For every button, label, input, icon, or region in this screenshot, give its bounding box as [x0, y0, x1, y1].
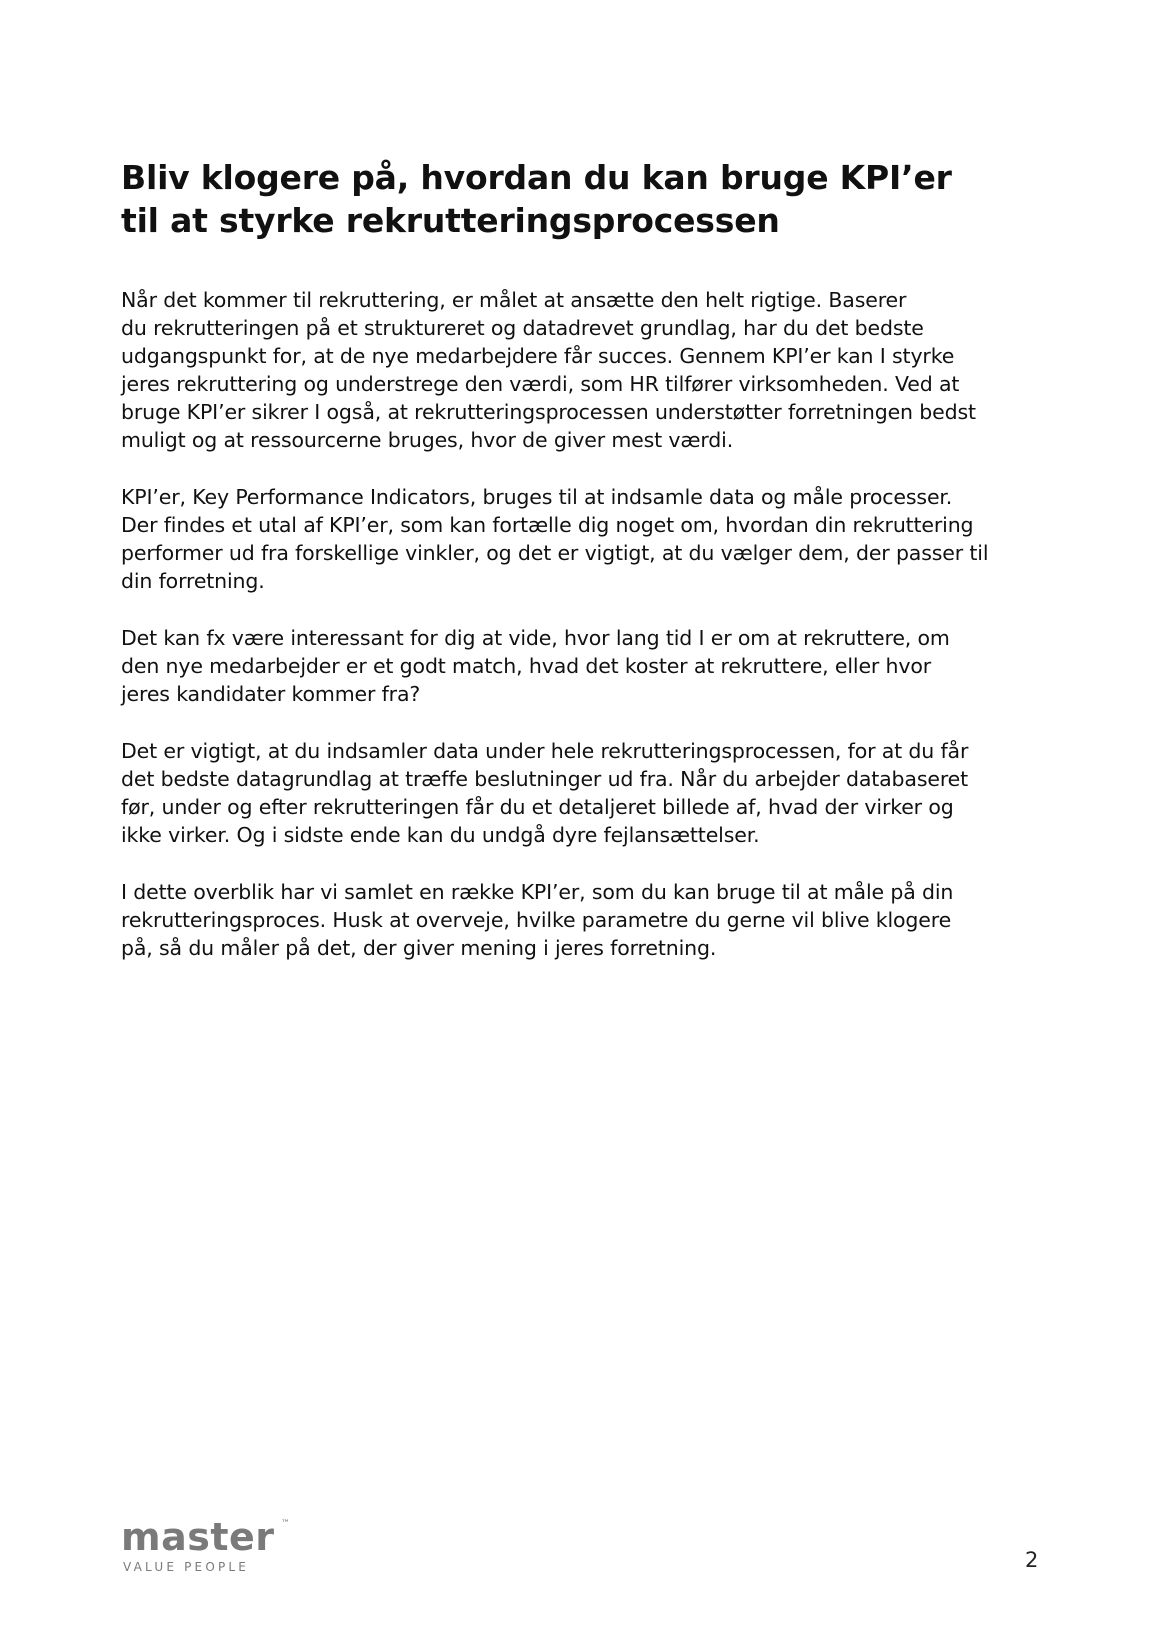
paragraph-overview	[121, 878, 1051, 962]
title-line: til at styrke rekrutteringsprocessen	[121, 201, 780, 240]
text-line: performer ud fra forskellige vinkler, og det er vigtigt, at du vælger dem, der passer til	[121, 541, 989, 565]
text-line: Når det kommer til rekruttering, er målet at ansætte den helt rigtige. Baserer	[121, 288, 907, 312]
text-line: før, under og efter rekrutteringen får du et detaljeret billede af, hvad der virker og	[121, 795, 954, 819]
body-text	[121, 286, 1051, 991]
page-number: 2	[1025, 1548, 1039, 1572]
text-line: KPI’er, Key Performance Indicators, bruges til at indsamle data og måle processer.	[121, 485, 953, 509]
paragraph-examples	[121, 624, 1051, 708]
text-line: udgangspunkt for, at de nye medarbejdere får succes. Gennem KPI’er kan I styrke	[121, 344, 955, 368]
text-line: det bedste datagrundlag at træffe beslutninger ud fra. Når du arbejder databaseret	[121, 767, 968, 791]
text-line: Det er vigtigt, at du indsamler data under hele rekrutteringsprocessen, for at du får	[121, 739, 969, 763]
trademark-symbol: ™	[281, 1519, 290, 1529]
paragraph-data-collection	[121, 737, 1051, 849]
text-line: på, så du måler på det, der giver mening i jeres forretning.	[121, 936, 717, 960]
text-line: Det kan fx være interessant for dig at vide, hvor lang tid I er om at rekruttere, om	[121, 626, 950, 650]
title-line: Bliv klogere på, hvordan du kan bruge KPI’er	[121, 158, 952, 197]
logo-tagline: VALUE PEOPLE	[123, 1560, 250, 1574]
paragraph-intro	[121, 286, 1051, 454]
text-line: den nye medarbejder er et godt match, hvad det koster at rekruttere, eller hvor	[121, 654, 932, 678]
text-line: bruge KPI’er sikrer I også, at rekrutteringsprocessen understøtter forretningen bedst	[121, 400, 976, 424]
text-line: I dette overblik har vi samlet en række KPI’er, som du kan bruge til at måle på din	[121, 880, 954, 904]
text-line: jeres rekruttering og understrege den værdi, som HR tilfører virksomheden. Ved at	[121, 372, 960, 396]
text-line: du rekrutteringen på et struktureret og datadrevet grundlag, har du det bedste	[121, 316, 924, 340]
master-logo	[121, 1517, 321, 1577]
text-line: ikke virker. Og i sidste ende kan du undgå dyre fejlansættelser.	[121, 823, 760, 847]
logo-wordmark: master	[121, 1515, 275, 1559]
text-line: Der findes et utal af KPI’er, som kan fortælle dig noget om, hvordan din rekruttering	[121, 513, 974, 537]
text-line: rekrutteringsproces. Husk at overveje, hvilke parametre du gerne vil blive klogere	[121, 908, 952, 932]
page-title	[121, 156, 1021, 242]
text-line: din forretning.	[121, 569, 265, 593]
text-line: muligt og at ressourcerne bruges, hvor de giver mest værdi.	[121, 428, 734, 452]
paragraph-kpi-definition	[121, 483, 1051, 595]
text-line: jeres kandidater kommer fra?	[121, 682, 421, 706]
